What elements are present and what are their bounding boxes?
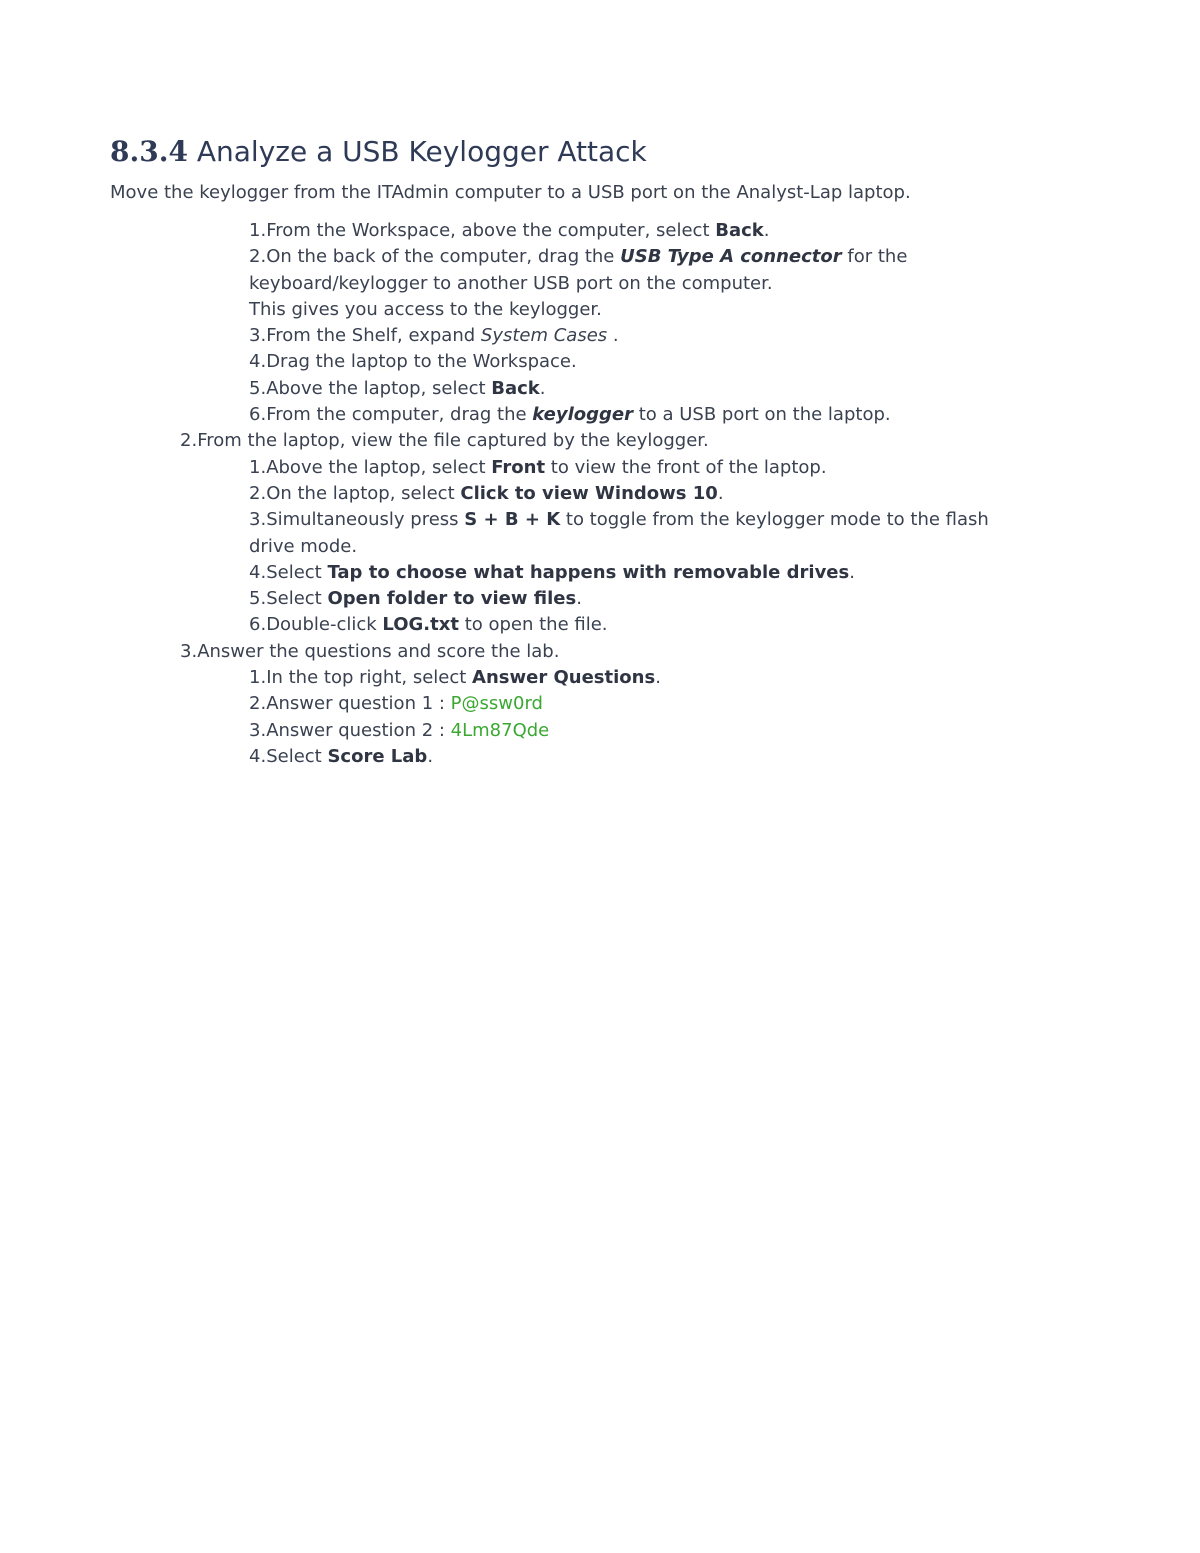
list-item: 2.On the back of the computer, drag the USB Type A connector for the xyxy=(249,246,908,268)
list-item-continuation: drive mode. xyxy=(249,535,358,557)
page-title xyxy=(110,134,647,170)
list-item: 4.Select Score Lab. xyxy=(249,745,434,767)
list-item: 1.In the top right, select Answer Questions. xyxy=(249,667,661,689)
steps-list xyxy=(0,218,1200,770)
list-item: 5.Above the laptop, select Back. xyxy=(249,377,546,399)
list-item: 5.Select Open folder to view files. xyxy=(249,588,582,610)
section-item: 3.Answer the questions and score the lab. xyxy=(180,640,560,662)
list-item: 3.From the Shelf, expand System Cases . xyxy=(249,325,619,347)
list-item: 2.On the laptop, select Click to view Windows 10. xyxy=(249,482,724,504)
list-item: 6.Double-click LOG.txt to open the file. xyxy=(249,614,608,636)
list-item-continuation: keyboard/keylogger to another USB port on the computer. xyxy=(249,272,773,294)
answer-value: 4Lm87Qde xyxy=(450,719,550,741)
list-item: 6.From the computer, drag the keylogger to a USB port on the laptop. xyxy=(249,404,891,426)
section-item: 2.From the laptop, view the file captured by the keylogger. xyxy=(180,430,709,452)
list-item: 3.Answer question 2 : 4Lm87Qde xyxy=(249,719,550,741)
intro-text: Move the keylogger from the ITAdmin computer to a USB port on the Analyst-Lap laptop. xyxy=(110,182,911,203)
list-item: 2.Answer question 1 : P@ssw0rd xyxy=(249,693,543,715)
list-item: 4.Drag the laptop to the Workspace. xyxy=(249,351,577,373)
list-item: 1.From the Workspace, above the computer, select Back. xyxy=(249,220,770,241)
title-number: 8.3.4 xyxy=(110,135,188,168)
list-item: 4.Select Tap to choose what happens with removable drives. xyxy=(249,561,855,583)
list-item: 3.Simultaneously press S + B + K to toggle from the keylogger mode to the flash xyxy=(249,509,989,531)
title-text: Analyze a USB Keylogger Attack xyxy=(196,135,647,168)
list-item-continuation: This gives you access to the keylogger. xyxy=(249,298,602,320)
answer-value: P@ssw0rd xyxy=(450,693,543,715)
list-item: 1.Above the laptop, select Front to view the front of the laptop. xyxy=(249,456,827,478)
